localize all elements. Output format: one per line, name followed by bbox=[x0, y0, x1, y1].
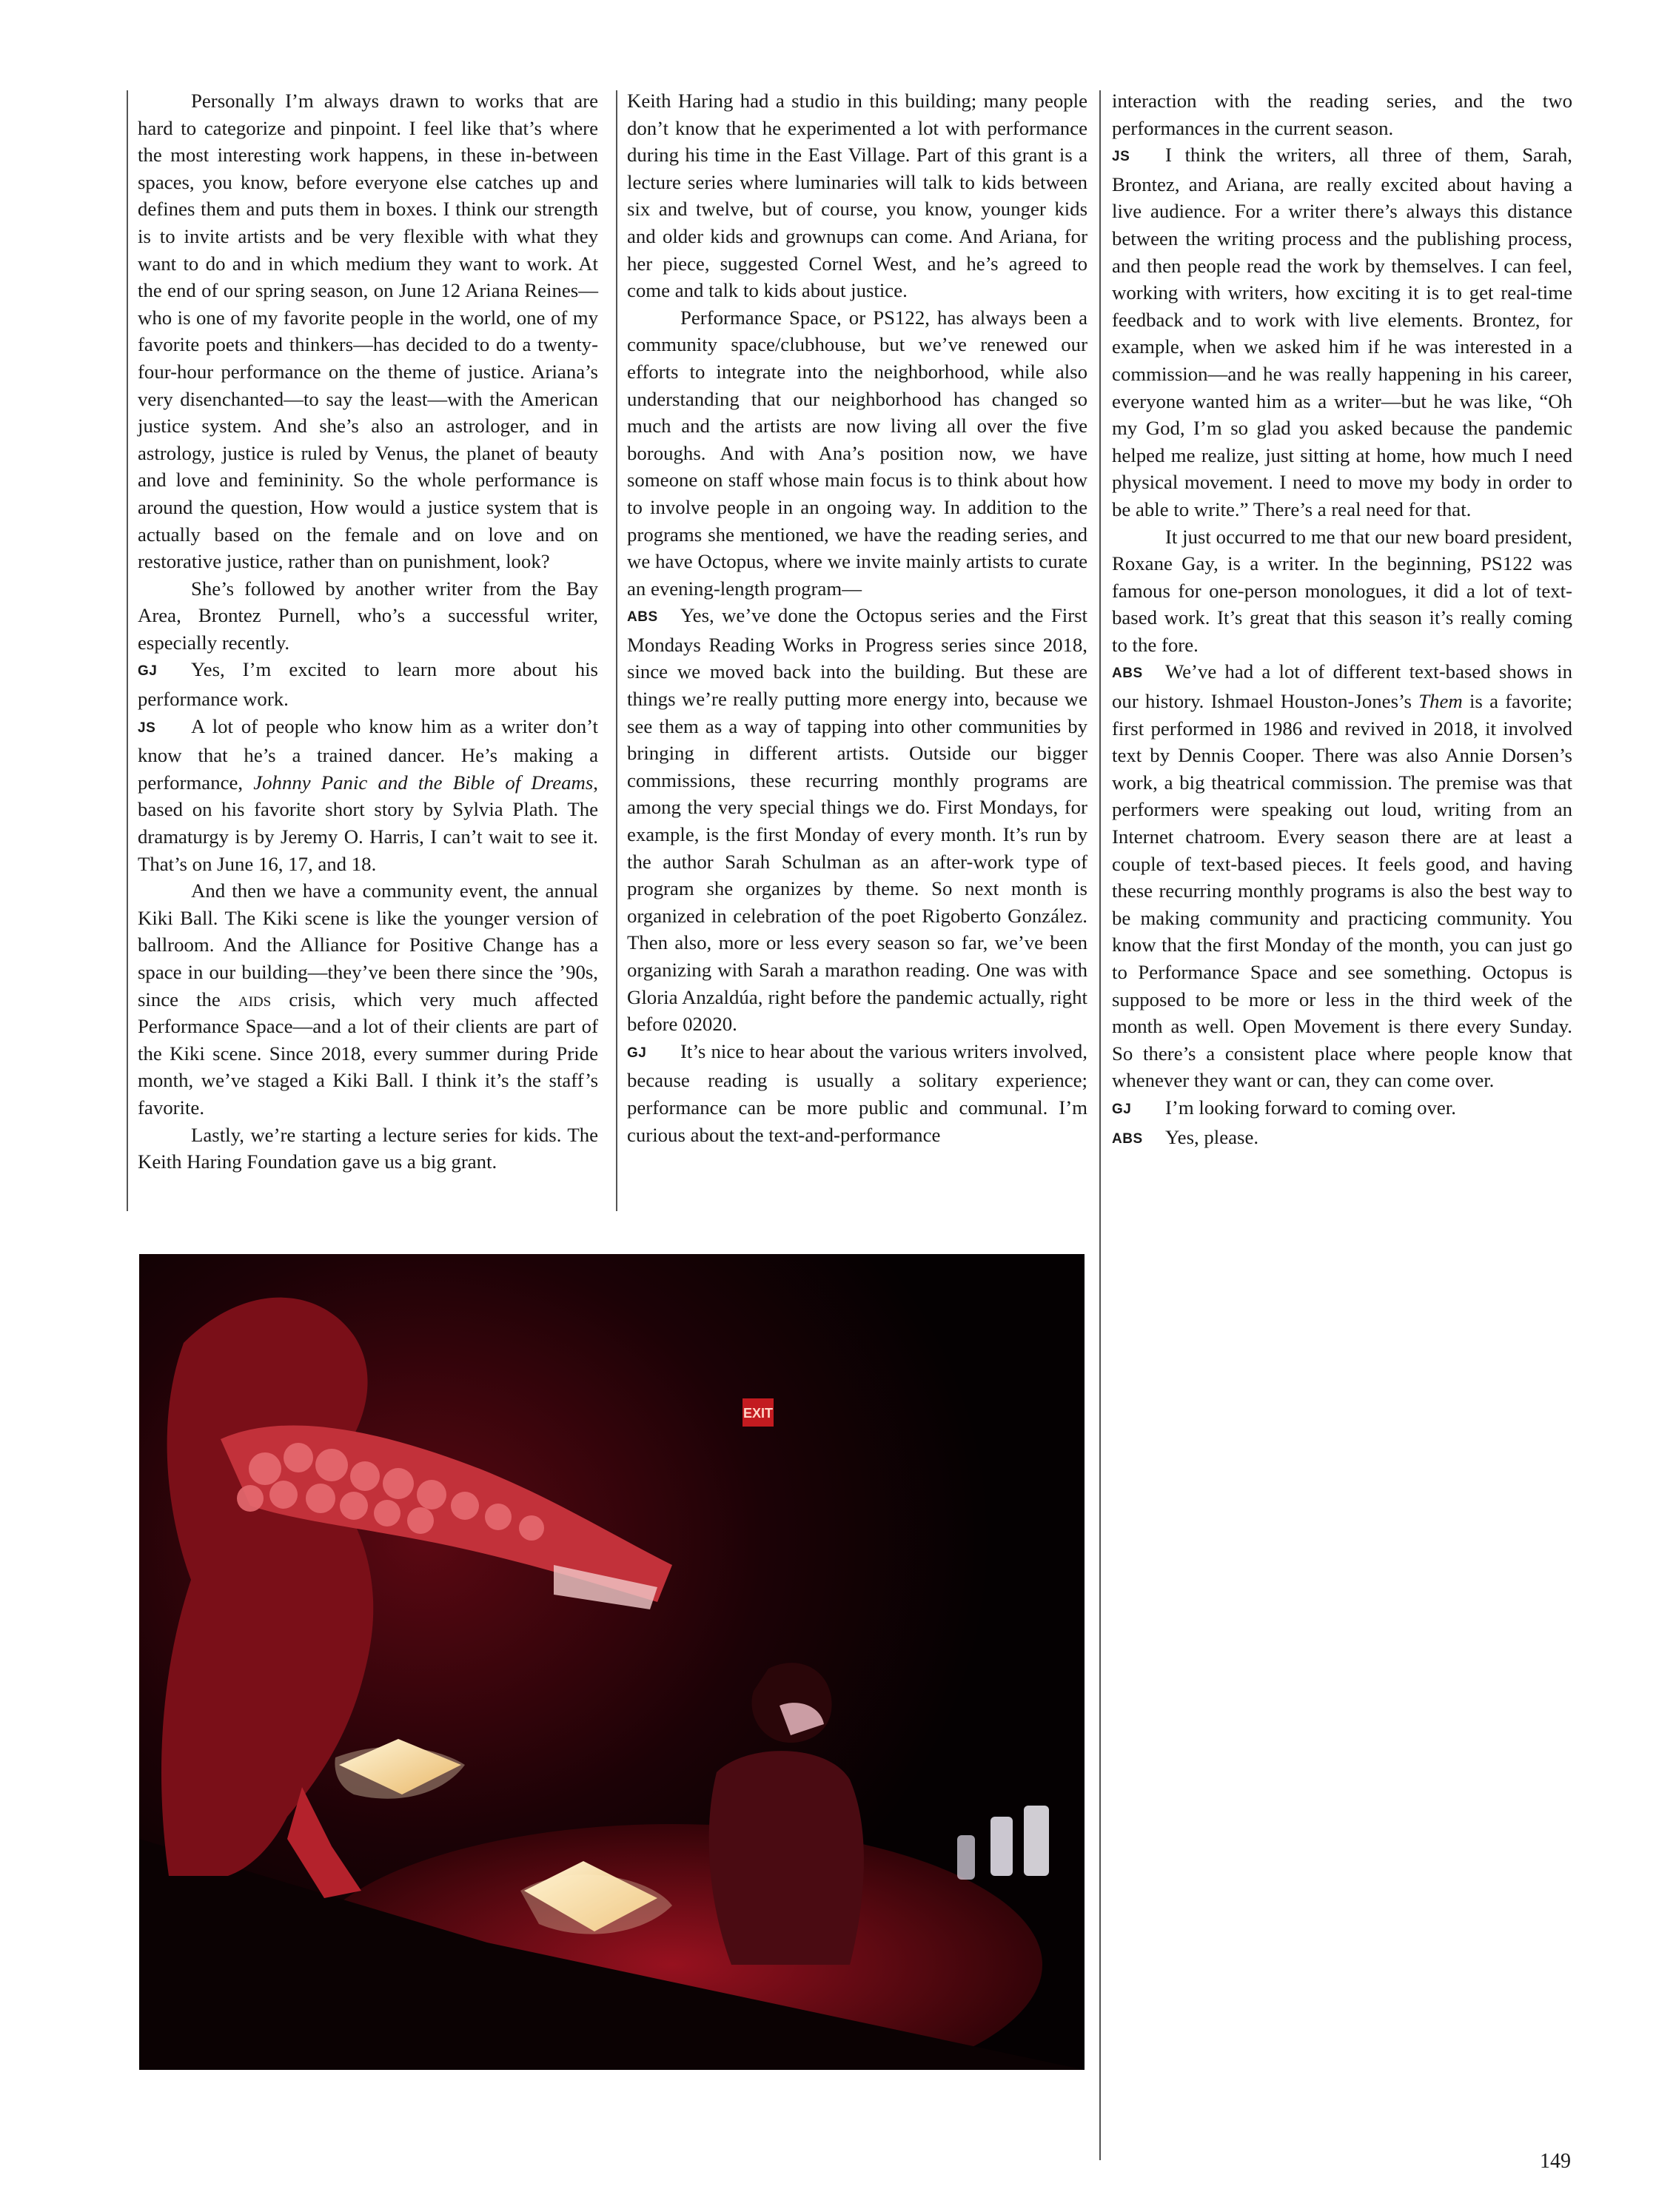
qa-text: Yes, I’m excited to learn more about his performance work. bbox=[138, 658, 598, 711]
qa-text: A lot of people who know him as a writer don’t know that he’s a trained dancer. He’s making a performance, bbox=[138, 714, 598, 794]
text-column-1 bbox=[138, 87, 598, 1176]
text-run: And then we have a community event, the annual Kiki Ball. The Kiki scene is like the younger version of ballroom. And the Alliance for Positive Change has a space in our building—they’ve been there since the ’90s, since the bbox=[138, 879, 598, 1011]
qa-entry bbox=[627, 602, 1087, 1038]
speaker-label: ABS bbox=[1112, 666, 1143, 682]
qa-entry bbox=[1112, 141, 1572, 523]
speaker-label: GJ bbox=[138, 663, 158, 680]
photo-illustration bbox=[139, 1254, 1085, 2070]
speaker-label: ABS bbox=[1112, 1130, 1143, 1147]
qa-text: Yes, please. bbox=[1165, 1125, 1259, 1148]
qa-text: I think the writers, all three of them, Sarah, Brontez, and Ariana, are really excited about having a live audience. For a writer there’s always this distance between the writing process and the publishing process, and then people read the work by themselves. I can feel, working with writers, how exciting it is to get real-time feedback and to work with live elements. Brontez, for example, when we asked him if he was interested in a commission—and he was really happening in his career, everyone wanted him as a writer—but he was like, “Oh my God, I’m so glad you asked because the pandemic helped me realize, just sitting at home, how much I need physical movement. I need to move my body in order to be able to write.” There’s a real need for that. bbox=[1112, 144, 1572, 520]
speaker-label: JS bbox=[138, 720, 156, 736]
qa-text: We’ve had a lot of different text-based shows in our history. Ishmael Houston-Jones’s bbox=[1112, 660, 1572, 713]
text-column-3 bbox=[1112, 87, 1572, 1153]
speaker-label: GJ bbox=[1112, 1101, 1132, 1117]
column-rule-middle bbox=[616, 90, 617, 1211]
audience-member bbox=[709, 1751, 864, 1965]
paragraph: Lastly, we’re starting a lecture series for kids. The Keith Haring Foundation gave us a big grant. bbox=[138, 1123, 598, 1173]
speaker-label: GJ bbox=[627, 1045, 647, 1061]
candle bbox=[1024, 1806, 1049, 1876]
speaker-label: JS bbox=[1112, 149, 1130, 165]
qa-entry bbox=[627, 1038, 1087, 1148]
paragraph: Performance Space, or PS122, has always been a community space/clubhouse, but we’ve renewed our efforts to integrate into the neighborhood, while also understanding that our neighborhood has changed so much and the artists are now living all over the five boroughs. And with Ana’s position now, we have someone on staff whose main focus is to think about how to involve people in an ongoing way. In addition to the programs she mentioned, we have the reading series, and we have Octopus, where we invite mainly artists to curate an evening-length program— bbox=[627, 306, 1087, 600]
qa-text: I’m looking forward to coming over. bbox=[1165, 1096, 1456, 1119]
qa-text: , based on his favorite short story by Sylvia Plath. The dramaturgy is by Jeremy O. Harris, I can’t wait to see it. That’s on June 16, 17, and 18. bbox=[138, 771, 598, 875]
performance-photo bbox=[139, 1254, 1085, 2070]
qa-entry bbox=[138, 713, 598, 878]
paragraph: It just occurred to me that our new board president, Roxane Gay, is a writer. In the beginning, PS122 was famous for one-person monologues, it did a lot of text-based work. It’s great that this season it’s really coming to the fore. bbox=[1112, 525, 1572, 656]
paragraph: She’s followed by another writer from the Bay Area, Brontez Purnell, who’s a successful writer, especially recently. bbox=[138, 577, 598, 654]
qa-entry bbox=[1112, 1124, 1572, 1153]
text-column-2 bbox=[627, 87, 1087, 1148]
column-rule-right bbox=[1099, 90, 1101, 2160]
column-rule-left bbox=[127, 90, 128, 1211]
qa-text: Yes, we’ve done the Octopus series and the First Mondays Reading Works in Progress series since 2018, since we moved back into the building. But these are things we’re really putting more energy into, because we see them as a way of tapping into other communities by bringing in different artists. Outside our bigger commissions, these recurring monthly programs are among the very special things we do. First Mondays, for example, is the first Monday of every month. It’s run by the author Sarah Schulman as an after-work type of program she organizes by theme. So next month is organized in celebration of the poet Rigoberto González. Then also, more or less every season so far, we’ve been organizing with Sarah a marathon reading. One was with Gloria Anzaldúa, right before the pandemic actually, right before 02020. bbox=[627, 604, 1087, 1036]
paragraph: Keith Haring had a studio in this building; many people don’t know that he experimented a lot with performance during his time in the East Village. Part of this grant is a lecture series where luminaries will talk to kids between six and twelve, but of course, you know, younger kids and older kids and grownups can come. And Ariana, for her piece, suggested Cornel West, and he’s agreed to come and talk to kids about justice. bbox=[627, 90, 1087, 302]
paragraph bbox=[138, 877, 598, 1121]
text-run: crisis, which very much affected Performance Space—and a lot of their clients are part of the Kiki scene. Since 2018, every summer during Pride month, we’ve staged a Kiki Ball. I think it’s the staff’s favorite. bbox=[138, 988, 598, 1119]
page-number: 149 bbox=[1540, 2150, 1571, 2173]
qa-entry bbox=[1112, 1094, 1572, 1124]
paragraph: Personally I’m always drawn to works that are hard to categorize and pinpoint. I feel like that’s where the most interesting work happens, in these in-between spaces, you know, before everyone else catches up and defines them and puts them in boxes. I think our strength is to invite artists and be very flexible with what they want to do and in which medium they want to work. At the end of our spring season, on June 12 Ariana Reines—who is one of my favorite people in the world, one of my favorite poets and thinkers—has decided to do a twenty-four-hour performance on the theme of justice. Ariana’s very disenchanted—to say the least—with the American justice system. And she’s also an astrologer, and in astrology, justice is ruled by Venus, the planet of beauty and love and femininity. So the whole performance is around the question, How would a justice system that is actually based on the female and on love and on restorative justice, rather than on punishment, look? bbox=[138, 90, 598, 573]
exit-sign-text: EXIT bbox=[743, 1406, 774, 1421]
qa-text: is a favorite; first performed in 1986 and revived in 2018, it involved text by Dennis Cooper. There was also Annie Dorsen’s work, a big theatrical commission. The premise was that performers were speaking out loud, writing from an Internet chatroom. Every season there are at least a couple of text-based pieces. It feels good, and having these recurring monthly programs is also the best way to be making community and practicing community. You know that the first Monday of the month, you can just go to Performance Space and see something. Octopus is supposed to be more or less in the third week of the month as well. Open Movement is there every Sunday. So there’s a consistent place where people know that whenever they want or can, they can come over. bbox=[1112, 690, 1573, 1092]
speaker-label: ABS bbox=[627, 609, 658, 626]
candle bbox=[957, 1835, 975, 1880]
work-title: Them bbox=[1418, 690, 1463, 713]
acronym: aids bbox=[238, 988, 272, 1011]
qa-entry bbox=[1112, 658, 1572, 1094]
qa-entry bbox=[138, 656, 598, 712]
paragraph: interaction with the reading series, and the two performances in the current season. bbox=[1112, 90, 1572, 139]
candle bbox=[990, 1817, 1013, 1876]
qa-text: It’s nice to hear about the various writers involved, because reading is usually a solitary experience; performance can be more public and communal. I’m curious about the text-and-performance bbox=[627, 1039, 1087, 1146]
work-title: Johnny Panic and the Bible of Dreams bbox=[253, 771, 594, 794]
